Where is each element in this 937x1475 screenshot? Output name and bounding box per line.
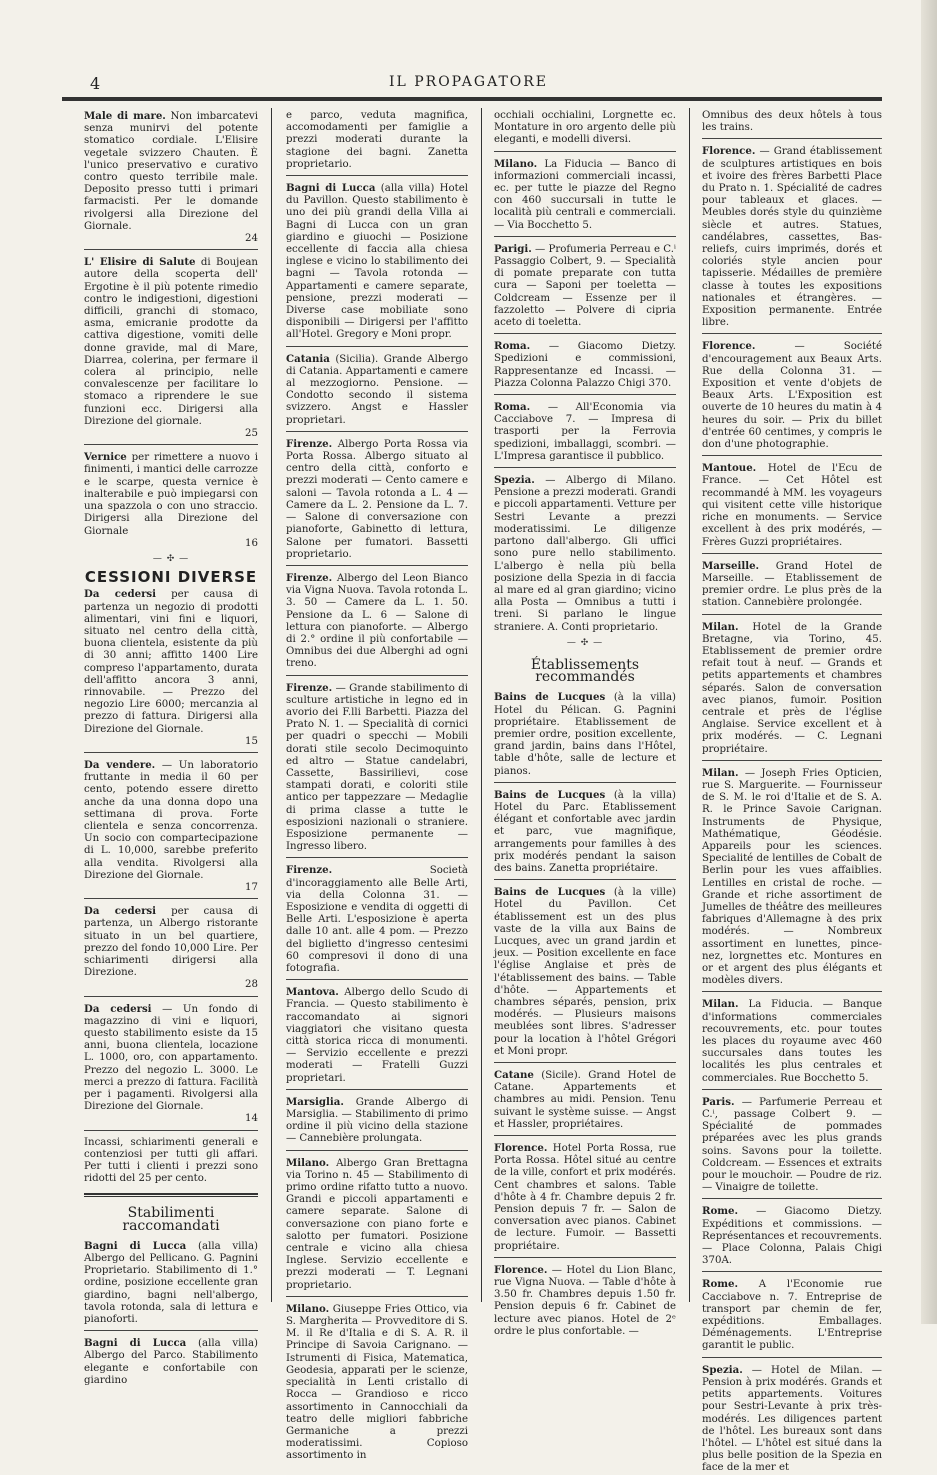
column-divider bbox=[271, 108, 272, 1302]
ad-milano-fries: Milano. Giuseppe Fries Ottico, via S. Margherita — Provveditore di S. M. il Re d'Italia e di S. A. R. il Principe di Savoia Carignano. — Istrumenti di Fisica, Matematica, Geodesia, apparati per le scienze, specialità in Lenti cristallo di Rocca — Grandioso e ricco assortimento in Cannocchiali da teatro delle migliori fabbriche Germaniche a prezzi moderatissimi. Copioso assortimento in bbox=[286, 1302, 468, 1462]
page-number: 4 bbox=[90, 74, 101, 93]
page-binding-edge bbox=[921, 0, 937, 1324]
ad-firenze-barbetti: Firenze. — Grande stabilimento di sculture artistiche in legno ed in avorio dei F.lli Barbetti. Piazza del Prato N. 1. — Specialità di cornici per quadri o specchi — Mobili dorati stile secolo Decimoquinto ed altro — Statue candelabri, Cassette, Bassirilievi, cose stampati dorati, e coloriti stile antico per tappezzare — Medaglie di prima classe a tutte le esposizioni nazionali o straniere. Esposizione permanente — Ingresso libero. bbox=[286, 681, 468, 853]
section-heading-etablissements: Établissements recommandés bbox=[530, 656, 640, 686]
notice-incassi: Incassi, schiarimenti generali e contenziosi per tutti gli affari. Per tutti i clienti i prezzi sono ridotti del 25 per cento. bbox=[84, 1136, 258, 1185]
ad-florence-beaux-arts: Florence. — Société d'encouragement aux Beaux Arts. Rue della Colonna 31. — Exposition et vente d'objets de Beaux Arts. L'Exposition est ouverte de 10 heures du matin à 4 heures du soir. — Prix du billet d'entrée 60 centimes, y compris le don d'une photographie. bbox=[702, 340, 882, 451]
separator bbox=[494, 151, 676, 152]
ad-mantova: Mantova. Albergo dello Scudo di Francia. — Questo stabilimento è raccomandato ai signori viaggiatori che visitano questa città storica ricca di monumenti. — Servizio eccellente e prezzi moderati — Fratelli Guzzi proprietari. bbox=[286, 986, 468, 1084]
ad-mantoue: Mantoue. Hotel de l'Ecu de France. — Cet Hôtel est recommandé à MM. les voyageurs qui visitent cette ville historique riche en monuments. — Service excellent à des prix modérés, — Frères Guzzi propriétaires. bbox=[702, 462, 882, 548]
ornament-divider: — ✣ — bbox=[566, 637, 604, 648]
ad-milano-fries-cont: occhiali occhialini, Lorgnette ec. Montature in oro argento delle più eleganti, e modelli diversi. bbox=[494, 110, 676, 146]
separator bbox=[494, 1257, 676, 1258]
separator bbox=[494, 333, 676, 334]
ad-firenze-belle-arti: Firenze. Società d'incoraggiamento alle Belle Arti, via della Colonna 31. — Esposizione e vendita di oggetti di Belle Arti. L'esposizione è aperta dalle 10 ant. alle 4 pom. — Prezzo del biglietto d'ingresso centesimi 60 compresovi il dono di una fotografia. bbox=[286, 864, 468, 974]
separator bbox=[702, 333, 882, 334]
separator bbox=[494, 782, 676, 783]
column-4 bbox=[702, 110, 883, 1474]
running-title: IL PROPAGATORE bbox=[388, 74, 549, 90]
separator bbox=[286, 857, 468, 858]
column-divider bbox=[689, 108, 690, 1302]
ad-bains-parc: Bains de Lucques (à la villa) Hotel du Parc. Etablissement élégant et confortable avec jardin et parc, vue magnifique, arrangements pour familles à des prix modérés pendant la saison des bains. Zanetta propriétaire. bbox=[494, 788, 676, 874]
ad-firenze-porta-rossa: Firenze. Albergo Porta Rossa via Porta Rossa. Albergo situato al centro della città, conforto e prezzi moderati — Cento camere e saloni — Tavola rotonda a L. 4 — Camere da L. 2. Pensione da L. 7. — Salone di conversazione con pianoforte, Gabinetto di lettura, Salone per fumatori. Bassetti proprietario. bbox=[286, 437, 468, 560]
ad-bagni-parco-cont: e parco, veduta magnifica, accomodamenti per famiglie a prezzi moderati durante la stagione dei bagni. Zanetta proprietario. bbox=[286, 110, 468, 170]
separator bbox=[494, 467, 676, 468]
ad-bagni-pellicano: Bagni di Lucca (alla villa) Albergo del Pellicano. G. Pagnini Proprietario. Stabilimento di 1.° ordine, posizione eccellente gran giardino, bagni nell'albergo, tavola rotonda, sala di lettura e pianoforti. bbox=[84, 1239, 258, 1326]
separator bbox=[494, 1062, 676, 1063]
ad-roma-dietzy: Roma. — Giacomo Dietzy. Spedizioni e commissioni, Rappresentanze ed Incassi. — Piazza Colonna Palazzo Chigi 370. bbox=[494, 340, 676, 389]
ornament-divider: — ✣ — bbox=[152, 553, 190, 564]
column-2 bbox=[286, 110, 469, 1462]
ad-roma-economia: Roma. — All'Economia via Cacciabove 7. — Impresa di trasporti per la Ferrovia spedizioni, imballaggi, scombri. — L'Impresa garantisce il pubblico. bbox=[494, 401, 676, 462]
ad-florence-lion-blanc: Florence. — Hotel du Lion Blanc, rue Vigna Nuova. — Table d'hôte à 3.50 fr. Chambres depuis 1.50 fr. Pension depuis 6 fr. Cabinet de lecture avec pianos. Hotel de 2ᵉ ordre le plus confortable. — bbox=[494, 1263, 676, 1337]
ad-milan-fries: Milan. — Joseph Fries Opticien, rue S. Marguerite. — Fournisseur de S. M. le roi d'Italie et de S. A. R. le Prince Savoie Carignan. Instruments de Physique, Mathématique, Géodésie. Appareils pour les sciences. Specialité de lentilles de Cobalt de Berlin pour les vues affaiblies. Lentilles en cristal de roche. — Grande et riche assortiment de Jumelles de théâtre des meilleures fabriques d'Allemagne à des prix modérés. — Nombreux assortiment en lunettes, pince-nez, lorgnettes etc. Montures en or et argent des plus élégants et modèles divers. bbox=[702, 766, 882, 987]
separator bbox=[286, 675, 468, 676]
separator bbox=[702, 1198, 882, 1199]
ad-cessione-3: Da cedersi — Un fondo di magazzino di vini e liquori, questo stabilimento esiste da 15 anni, buona clientela, locazione L. 1000, oro, con appartamento. Prezzo del negozio L. 3000. Le merci a prezzo di fattura. Facilità per i pagamenti. Rivolgersi alla Direzione del Giornale. 14 bbox=[84, 1002, 259, 1125]
separator bbox=[286, 175, 468, 176]
ad-bains-pelican: Bains de Lucques (à la villa) Hotel du Pélican. G. Pagnini propriétaire. Etablissement de premier ordre, position excellente, grand jardin, bains dans l'Hôtel, table d'hôte, salle de lecture et pianos. bbox=[494, 691, 676, 777]
ad-firenze-leon-bianco: Firenze. Albergo del Leon Bianco via Vigna Nuova. Tavola rotonda L. 3. 50 — Camere da L. 1. 50. Pensione da L. 6 — Salone di lettura con pianoforte. — Albergo di 2.° ordine il più confortabile — Omnibus dei due Alberghi ad ogni treno. bbox=[286, 571, 468, 670]
separator bbox=[84, 1130, 258, 1131]
separator bbox=[702, 614, 882, 615]
ad-catania: Catania (Sicilia). Grande Albergo di Catania. Appartamenti e camere al mezzogiorno. Pensione. — Condotto secondo il sistema svizzero. Angst e Hassler proprietari. bbox=[286, 352, 468, 426]
ad-bagni-parco: Bagni di Lucca (alla villa) Albergo del Parco. Stabilimento elegante e confortabile con giardino bbox=[84, 1337, 258, 1386]
ad-florence-porta-rossa: Florence. Hotel Porta Rossa, rue Porta Rossa. Hôtel situé au centre de la ville, confort et prix modérés. Cent chambres et salons. Table d'hôte à 4 fr. Chambre depuis 2 fr. Pension depuis 7 fr. — Salon de conversation avec pianos. Cabinet de lecture. Fumoir. — Bassetti propriétaire. bbox=[494, 1142, 676, 1252]
ad-milan-fiducia: Milan. La Fiducia. — Banque d'informations commerciales recouvrements, etc. pour toutes les places du royaume avec 460 succursales dans toutes les localités les plus centrales et commerciales. Rue Bocchetto 5. bbox=[702, 998, 882, 1084]
separator bbox=[84, 898, 258, 899]
separator bbox=[494, 236, 676, 237]
separator bbox=[286, 346, 468, 347]
ad-milan-bretagne: Milan. Hotel de la Grande Bretagne, via Torino, 45. Etablissement de premier ordre refait tout à neuf. — Grands et petits appartements et chambres séparés. Salon de conversation avec pianos, fumoir. Position centrale et près de l'église Anglaise. Service excellent et à prix modérés. — C. Legnani propriétaire. bbox=[702, 620, 882, 755]
ad-vernice: Vernice per rimettere a nuovo i finimenti, i mantici delle carrozze e le scarpe, questa vernice è inalterabile e può impiegarsi con una spazzola o con uno straccio. Dirigersi alla Direzione del Giornale 16 bbox=[84, 451, 258, 549]
separator bbox=[84, 444, 258, 445]
header-rule bbox=[62, 97, 882, 101]
section-heading-stabilimenti: Stabilimenti raccomandati bbox=[122, 1205, 220, 1234]
ad-bains-pavillon: Bains de Lucques (à la ville) Hotel du Pavillon. Cet établissement est un des plus vaste de la villa aux Bains de Lucques, avec un grand jardin et jeux. — Position excellente en face l'église Anglaise et près de l'établissement des bains. — Table d'hôte. — Appartements et chambres séparés, pension, prix modérés. — Plusieurs maisons meublées sont libres. S'adresser pour la location à l'hôtel Grégori et Moni propr. bbox=[494, 886, 676, 1057]
double-rule bbox=[84, 1193, 258, 1197]
column-3 bbox=[494, 110, 676, 1337]
ad-bagni-pavillon: Bagni di Lucca (alla villa) Hotel du Pavillon. Questo stabilimento è uno dei più grandi della Villa ai Bagni di Lucca con un gran giardino e giuochi — Posizione eccellente di faccia alla chiesa inglese e vicino lo stabilimento dei bagni — Tavola rotonda — Appartamenti e camere separate, pensione, prezzi moderati — Diverse case mobiliate sono disponibili — Dirigersi per l'affitto all'Hotel. Gregory e Moni propr. bbox=[286, 182, 469, 341]
separator bbox=[286, 565, 468, 566]
ad-rome-dietzy: Rome. — Giacomo Dietzy. Expéditions et commissions. — Représentances et recouvrements. — Place Colonna, Palais Chigi 370A. bbox=[702, 1205, 882, 1267]
separator bbox=[286, 431, 468, 432]
separator bbox=[286, 1089, 468, 1090]
separator bbox=[702, 455, 882, 456]
separator bbox=[702, 138, 882, 139]
separator bbox=[494, 1135, 676, 1136]
separator bbox=[84, 752, 258, 753]
ad-florence-barbetti: Florence. — Grand établissement de sculptures artistiques en bois et ivoire des frères Barbetti Place du Prato n. 1. Spécialité de cadres pour tableaux et glaces. — Meubles dorés style du quinzième siècle et autres. Statues, candélabres, cassettes, Bas-reliefs, cuirs imprimés, dorés et coloriés style ancien pour tapisserie. Médailles de première classe à toutes les expositions nationales et étrangères. — Exposition permanente. Entrée libre. bbox=[702, 145, 882, 329]
ad-marseille: Marseille. Grand Hotel de Marseille. — Etablissement de premier ordre. Le plus près de la station. Cannebière prolongée. bbox=[702, 559, 882, 609]
separator bbox=[702, 760, 882, 761]
ad-parigi-perreau: Parigi. — Profumeria Perreau e C.ⁱ Passaggio Colbert, 9. — Specialità di pomate preparate con tutta cura — Saponi per toeletta — Coldcream — Essenze per il fazzoletto — Polvere di cipria aceto di toeletta. bbox=[494, 242, 676, 329]
ad-cessione-2: Da cedersi per causa di partenza, un Albergo ristorante situato in un bel quartiere, prezzo del fondo 10,000 Lire. Per schiarimenti dirigersi alla Direzione. 28 bbox=[84, 905, 258, 991]
ad-rome-economie: Rome. A l'Economie rue Cacciabove n. 7. Entreprise de transport par chemin de fer, expéditions. Emballages. Déménagements. L'Entreprise garantit le public. bbox=[702, 1278, 882, 1352]
section-heading-cessioni: CESSIONI DIVERSE bbox=[84, 568, 258, 587]
separator bbox=[84, 1330, 258, 1331]
separator bbox=[286, 1296, 468, 1297]
ad-milano-brettagna: Milano. Albergo Gran Brettagna via Torino n. 45 — Stabilimento di primo ordine rifatto tutto a nuovo. Grandi e piccoli appartamenti e camere separate. Salone di conversazione con piano forte e salotto per fumatori. Posizione centrale e vicino alla chiesa Inglese. Servizio eccellente e prezzi moderati — T. Legnani proprietario. bbox=[286, 1156, 468, 1291]
separator bbox=[494, 879, 676, 880]
separator bbox=[84, 996, 258, 997]
ad-male-di-mare: Male di mare. Non imbarcatevi senza munirvi del potente stomatico cordiale. L'Elisire vegetale svizzero Chauten. È l'unico preservativo e curativo contro questo terribile male. Deposito presso tutti i primari farmacisti. Per le domande rivolgersi alla Direzione del Giornale. 24 bbox=[84, 110, 258, 245]
separator bbox=[84, 249, 258, 250]
separator bbox=[702, 1357, 882, 1358]
separator bbox=[702, 553, 882, 554]
ad-cessione-1: Da cedersi per causa di partenza un negozio di prodotti alimentari, vini fini e liquori, situato nel centro della città, buona clientela, esistente da più di 30 anni; affitto 1400 Lire compreso l'appartamento, durata dell'affitto ancora 3 anni, rinnovabile. — Prezzo del negozio Lire 6000; mercanzia al prezzo di fattura. Dirigersi alla Direzione del Giornale. 15 bbox=[84, 588, 258, 747]
column-divider bbox=[481, 108, 482, 1302]
separator bbox=[494, 394, 676, 395]
ad-paris-perreau: Paris. — Parfumerie Perreau et C.ⁱ, passage Colbert 9. — Spécialité de pommades préparées avec les plus grands soins. Savons pour la toilette. Coldcream. — Essences et extraits pour le mouchoir. — Poudre de riz. — Vinaigre de toilette. bbox=[702, 1095, 883, 1194]
ad-catane: Catane (Sicile). Grand Hotel de Catane. Appartements et chambres au midi. Pension. Tenu suivant le système suisse. — Angst et Hassler, propriétaires. bbox=[494, 1069, 676, 1130]
ad-marsiglia: Marsiglia. Grande Albergo di Marsiglia. — Stabilimento di primo ordine il più vicino della stazione — Cannebière prolungata. bbox=[286, 1095, 468, 1145]
column-1 bbox=[84, 110, 259, 1386]
ad-lion-blanc-cont: Omnibus des deux hôtels à tous les trains. bbox=[702, 110, 882, 134]
ad-spezia-milano: Spezia. — Albergo di Milano. Pensione a prezzi moderati. Grandi e piccoli appartamenti. Vetture per Sestri Levante a prezzi moderatissimi. Le diligenze partono dall'albergo. Gli uffici sono pure nello stabilimento. L'albergo è nella più bella posizione della Spezia in di faccia al mare ed al gran giardino; vicino alla Posta — Omnibus a tutti i treni. Si parlano le lingue straniere. A. Conti proprietario. bbox=[494, 474, 676, 633]
separator bbox=[702, 991, 882, 992]
separator bbox=[702, 1089, 882, 1090]
ad-milano-fiducia: Milano. La Fiducia — Banco di informazioni commerciali incassi, ec. per tutte le piazze del Regno con 460 succursali in tutte le località più centrali e commerciali. — Via Bocchetto 5. bbox=[494, 157, 676, 231]
separator bbox=[286, 979, 468, 980]
ad-da-vendere: Da vendere. — Un laboratorio fruttante in media il 60 per cento, potendo essere diretto anche da una donna dopo una settimana di prova. Forte clientela e senza concorrenza. Un socio con compartecipazione di L. 10,000, sarebbe preferito alla vendita. Rivolgersi alla Direzione del Giornale. 17 bbox=[84, 758, 258, 893]
separator bbox=[286, 1150, 468, 1151]
separator bbox=[702, 1271, 882, 1272]
ad-elisire-salute: L' Elisire di Salute di Boujean autore della scoperta dell' Ergotine è il più potente rimedio contro le indigestioni, digestioni difficili, granchi di stomaco, asma, emicranie prodotte da cattiva digestione, vomiti delle donne gravide, mal di Mare, Diarrea, colerina, per fermare il colera al principio, nelle convalescenze per facilitare lo stomaco a riprendere le sue funzioni ecc. Dirigersi alla Direzione del giornale. 25 bbox=[84, 256, 258, 440]
ad-spezia-milan: Spezia. — Hotel de Milan. — Pension à prix modérés. Grands et petits appartements. Voitures pour Sestri-Levante à prix très-modérés. Les diligences partent de l'hôtel. Les bureaux sont dans l'hôtel. — L'hôtel est situé dans la plus belle position de la Spezia en face de la mer et bbox=[702, 1363, 882, 1474]
